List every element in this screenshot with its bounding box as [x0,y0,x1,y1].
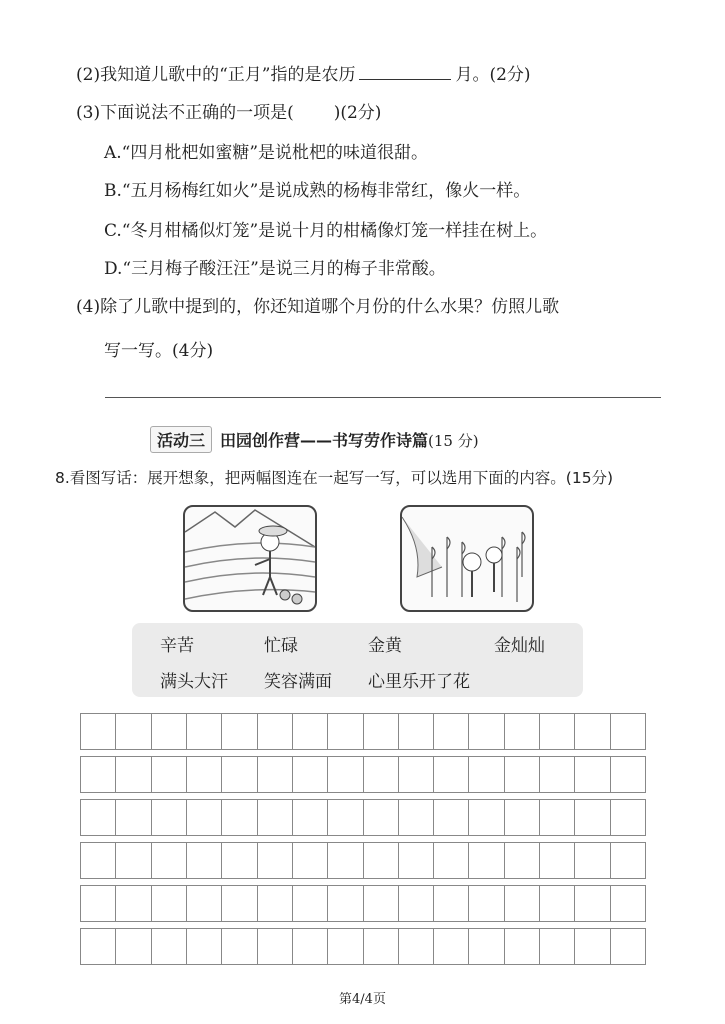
grid-cell[interactable] [399,929,434,964]
grid-cell[interactable] [469,714,504,749]
grid-cell[interactable] [364,714,399,749]
grid-row [80,713,646,750]
grid-cell[interactable] [575,757,610,792]
grid-cell[interactable] [611,714,645,749]
grid-cell[interactable] [575,929,610,964]
word: 笑容满面 [264,672,332,692]
grid-cell[interactable] [152,800,187,835]
grid-cell[interactable] [222,843,257,878]
grid-cell[interactable] [81,886,116,921]
grid-cell[interactable] [469,843,504,878]
grid-row [80,799,646,836]
option-c: C.“冬月柑橘似灯笼”是说十月的柑橘像灯笼一样挂在树上。 [104,221,548,241]
grid-cell[interactable] [222,757,257,792]
grid-cell[interactable] [575,714,610,749]
grid-cell[interactable] [540,800,575,835]
word: 忙碌 [264,636,298,656]
grid-cell[interactable] [434,757,469,792]
word: 金黄 [368,636,402,656]
grid-cell[interactable] [540,886,575,921]
grid-cell[interactable] [540,843,575,878]
question-2: (2)我知道儿歌中的“正月”指的是农历 月。(2分) [76,65,531,85]
grid-cell[interactable] [81,800,116,835]
word: 满头大汗 [160,672,228,692]
grid-cell[interactable] [611,757,645,792]
grid-cell[interactable] [293,714,328,749]
grid-cell[interactable] [505,843,540,878]
grid-cell[interactable] [222,886,257,921]
grid-cell[interactable] [152,929,187,964]
grid-cell[interactable] [505,714,540,749]
grid-cell[interactable] [187,929,222,964]
grid-cell[interactable] [258,714,293,749]
grid-cell[interactable] [540,929,575,964]
grid-cell[interactable] [116,800,151,835]
grid-cell[interactable] [222,929,257,964]
grid-cell[interactable] [469,757,504,792]
word-bank [132,623,583,697]
grid-cell[interactable] [81,757,116,792]
question-3: (3)下面说法不正确的一项是( )(2分) [76,103,382,123]
grid-cell[interactable] [116,929,151,964]
grid-cell[interactable] [399,886,434,921]
section-tag: 活动三 [150,426,212,453]
grid-cell[interactable] [611,886,645,921]
grid-cell[interactable] [187,714,222,749]
grid-cell[interactable] [575,843,610,878]
grid-cell[interactable] [328,843,363,878]
grid-cell[interactable] [152,714,187,749]
answer-line[interactable] [105,397,661,398]
grid-cell[interactable] [152,757,187,792]
grid-cell[interactable] [187,800,222,835]
grid-cell[interactable] [152,886,187,921]
section-title: 活动三 田园创作营——书写劳作诗篇(15 分) [150,426,479,453]
grid-cell[interactable] [152,843,187,878]
grid-cell[interactable] [611,843,645,878]
grid-cell[interactable] [434,929,469,964]
grid-cell[interactable] [293,843,328,878]
grid-cell[interactable] [364,800,399,835]
grid-cell[interactable] [258,843,293,878]
grid-row [80,928,646,965]
writing-grid[interactable] [80,713,646,971]
grid-cell[interactable] [293,929,328,964]
grid-cell[interactable] [399,800,434,835]
grid-cell[interactable] [187,886,222,921]
grid-cell[interactable] [116,886,151,921]
grid-cell[interactable] [222,714,257,749]
question-4-line1: (4)除了儿歌中提到的，你还知道哪个月份的什么水果？仿照儿歌 [76,297,560,317]
grid-cell[interactable] [434,843,469,878]
grid-cell[interactable] [611,929,645,964]
grid-cell[interactable] [575,800,610,835]
grid-cell[interactable] [258,757,293,792]
grid-cell[interactable] [293,800,328,835]
option-d: D.“三月梅子酸汪汪”是说三月的梅子非常酸。 [104,259,446,279]
grid-cell[interactable] [434,714,469,749]
question-8: 8.看图写话：展开想象，把两幅图连在一起写一写，可以选用下面的内容。(15分) [55,469,614,487]
grid-cell[interactable] [293,757,328,792]
grid-cell[interactable] [187,843,222,878]
harvest-illustration [400,505,534,612]
grid-cell[interactable] [469,929,504,964]
grid-cell[interactable] [81,843,116,878]
grid-cell[interactable] [399,714,434,749]
option-a: A.“四月枇杷如蜜糖”是说枇杷的味道很甜。 [104,143,429,163]
grid-cell[interactable] [328,757,363,792]
grid-row [80,842,646,879]
page-number: 第4/4页 [339,992,386,1007]
grid-cell[interactable] [293,886,328,921]
grid-cell[interactable] [505,929,540,964]
grid-cell[interactable] [328,886,363,921]
grid-cell[interactable] [399,843,434,878]
grid-cell[interactable] [540,714,575,749]
grid-cell[interactable] [328,929,363,964]
grid-cell[interactable] [364,886,399,921]
grid-cell[interactable] [116,757,151,792]
grid-cell[interactable] [505,800,540,835]
grid-cell[interactable] [434,800,469,835]
grid-cell[interactable] [399,757,434,792]
grid-cell[interactable] [434,886,469,921]
grid-cell[interactable] [364,757,399,792]
grid-cell[interactable] [258,886,293,921]
grid-cell[interactable] [81,714,116,749]
grid-cell[interactable] [328,800,363,835]
grid-cell[interactable] [611,800,645,835]
grid-cell[interactable] [364,843,399,878]
word: 辛苦 [160,636,194,656]
word: 心里乐开了花 [368,672,470,692]
grid-row [80,756,646,793]
grid-cell[interactable] [575,886,610,921]
grid-cell[interactable] [469,886,504,921]
grid-cell[interactable] [505,757,540,792]
grid-cell[interactable] [505,886,540,921]
grid-cell[interactable] [81,929,116,964]
word: 金灿灿 [494,636,545,656]
grid-cell[interactable] [222,800,257,835]
answer-blank[interactable] [359,63,451,80]
grid-cell[interactable] [328,714,363,749]
grid-cell[interactable] [540,757,575,792]
grid-cell[interactable] [116,714,151,749]
grid-cell[interactable] [187,757,222,792]
option-b: B.“五月杨梅红如火”是说成熟的杨梅非常红，像火一样。 [104,181,531,201]
grid-cell[interactable] [116,843,151,878]
question-4-line2: 写一写。(4分) [104,341,214,361]
grid-cell[interactable] [364,929,399,964]
grid-row [80,885,646,922]
sowing-illustration [183,505,317,612]
grid-cell[interactable] [258,929,293,964]
grid-cell[interactable] [258,800,293,835]
grid-cell[interactable] [469,800,504,835]
